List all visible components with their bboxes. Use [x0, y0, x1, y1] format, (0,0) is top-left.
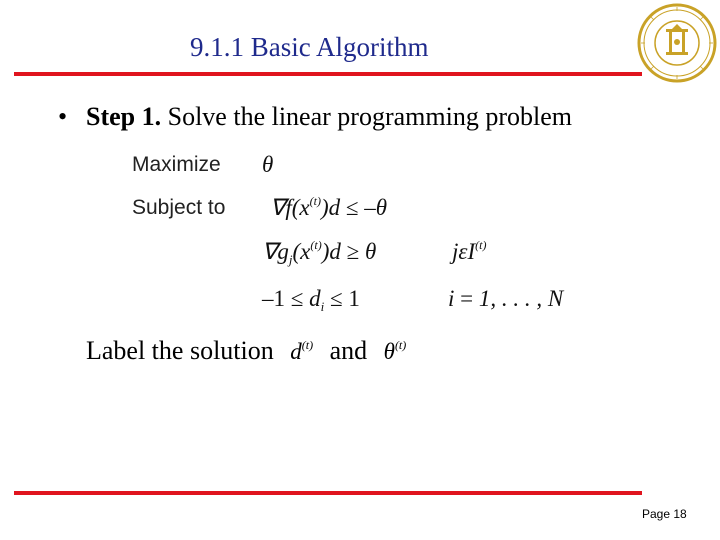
constraint-3: $-1 \le d_i \le 1$ [262, 286, 360, 314]
step-text: Solve the linear programming problem [167, 102, 572, 131]
page-number: Page 18 [642, 507, 687, 521]
label-conjunction: and [329, 336, 368, 365]
step-label: Step 1. [86, 102, 162, 131]
footer-rule [14, 491, 642, 495]
title-underline [14, 72, 642, 76]
slide-title: 9.1.1 Basic Algorithm [190, 32, 429, 62]
objective-theta: θ [262, 152, 274, 177]
university-seal-icon [636, 2, 718, 84]
constraint-1: $\nabla f(x^{(t)})d \le -\theta$ [270, 194, 388, 220]
bullet-icon: • [58, 102, 68, 131]
constraint-2-condition: jεI$^{(t)}$ [452, 238, 487, 264]
maximize-keyword: Maximize [132, 153, 221, 176]
solution-d: $d^{(t)}$ [290, 338, 314, 364]
solution-label-line [86, 336, 406, 366]
subject-to-keyword: Subject to [132, 196, 226, 219]
label-prefix: Label the solution [86, 336, 274, 365]
constraint-2: $\nabla g_j(x^{(t)})d \ge \theta$ [262, 238, 377, 267]
solution-theta: $\theta^{(t)}$ [383, 338, 407, 364]
step-bullet [58, 102, 572, 132]
constraint-3-index-range: i = 1, . . . , N [448, 286, 564, 311]
